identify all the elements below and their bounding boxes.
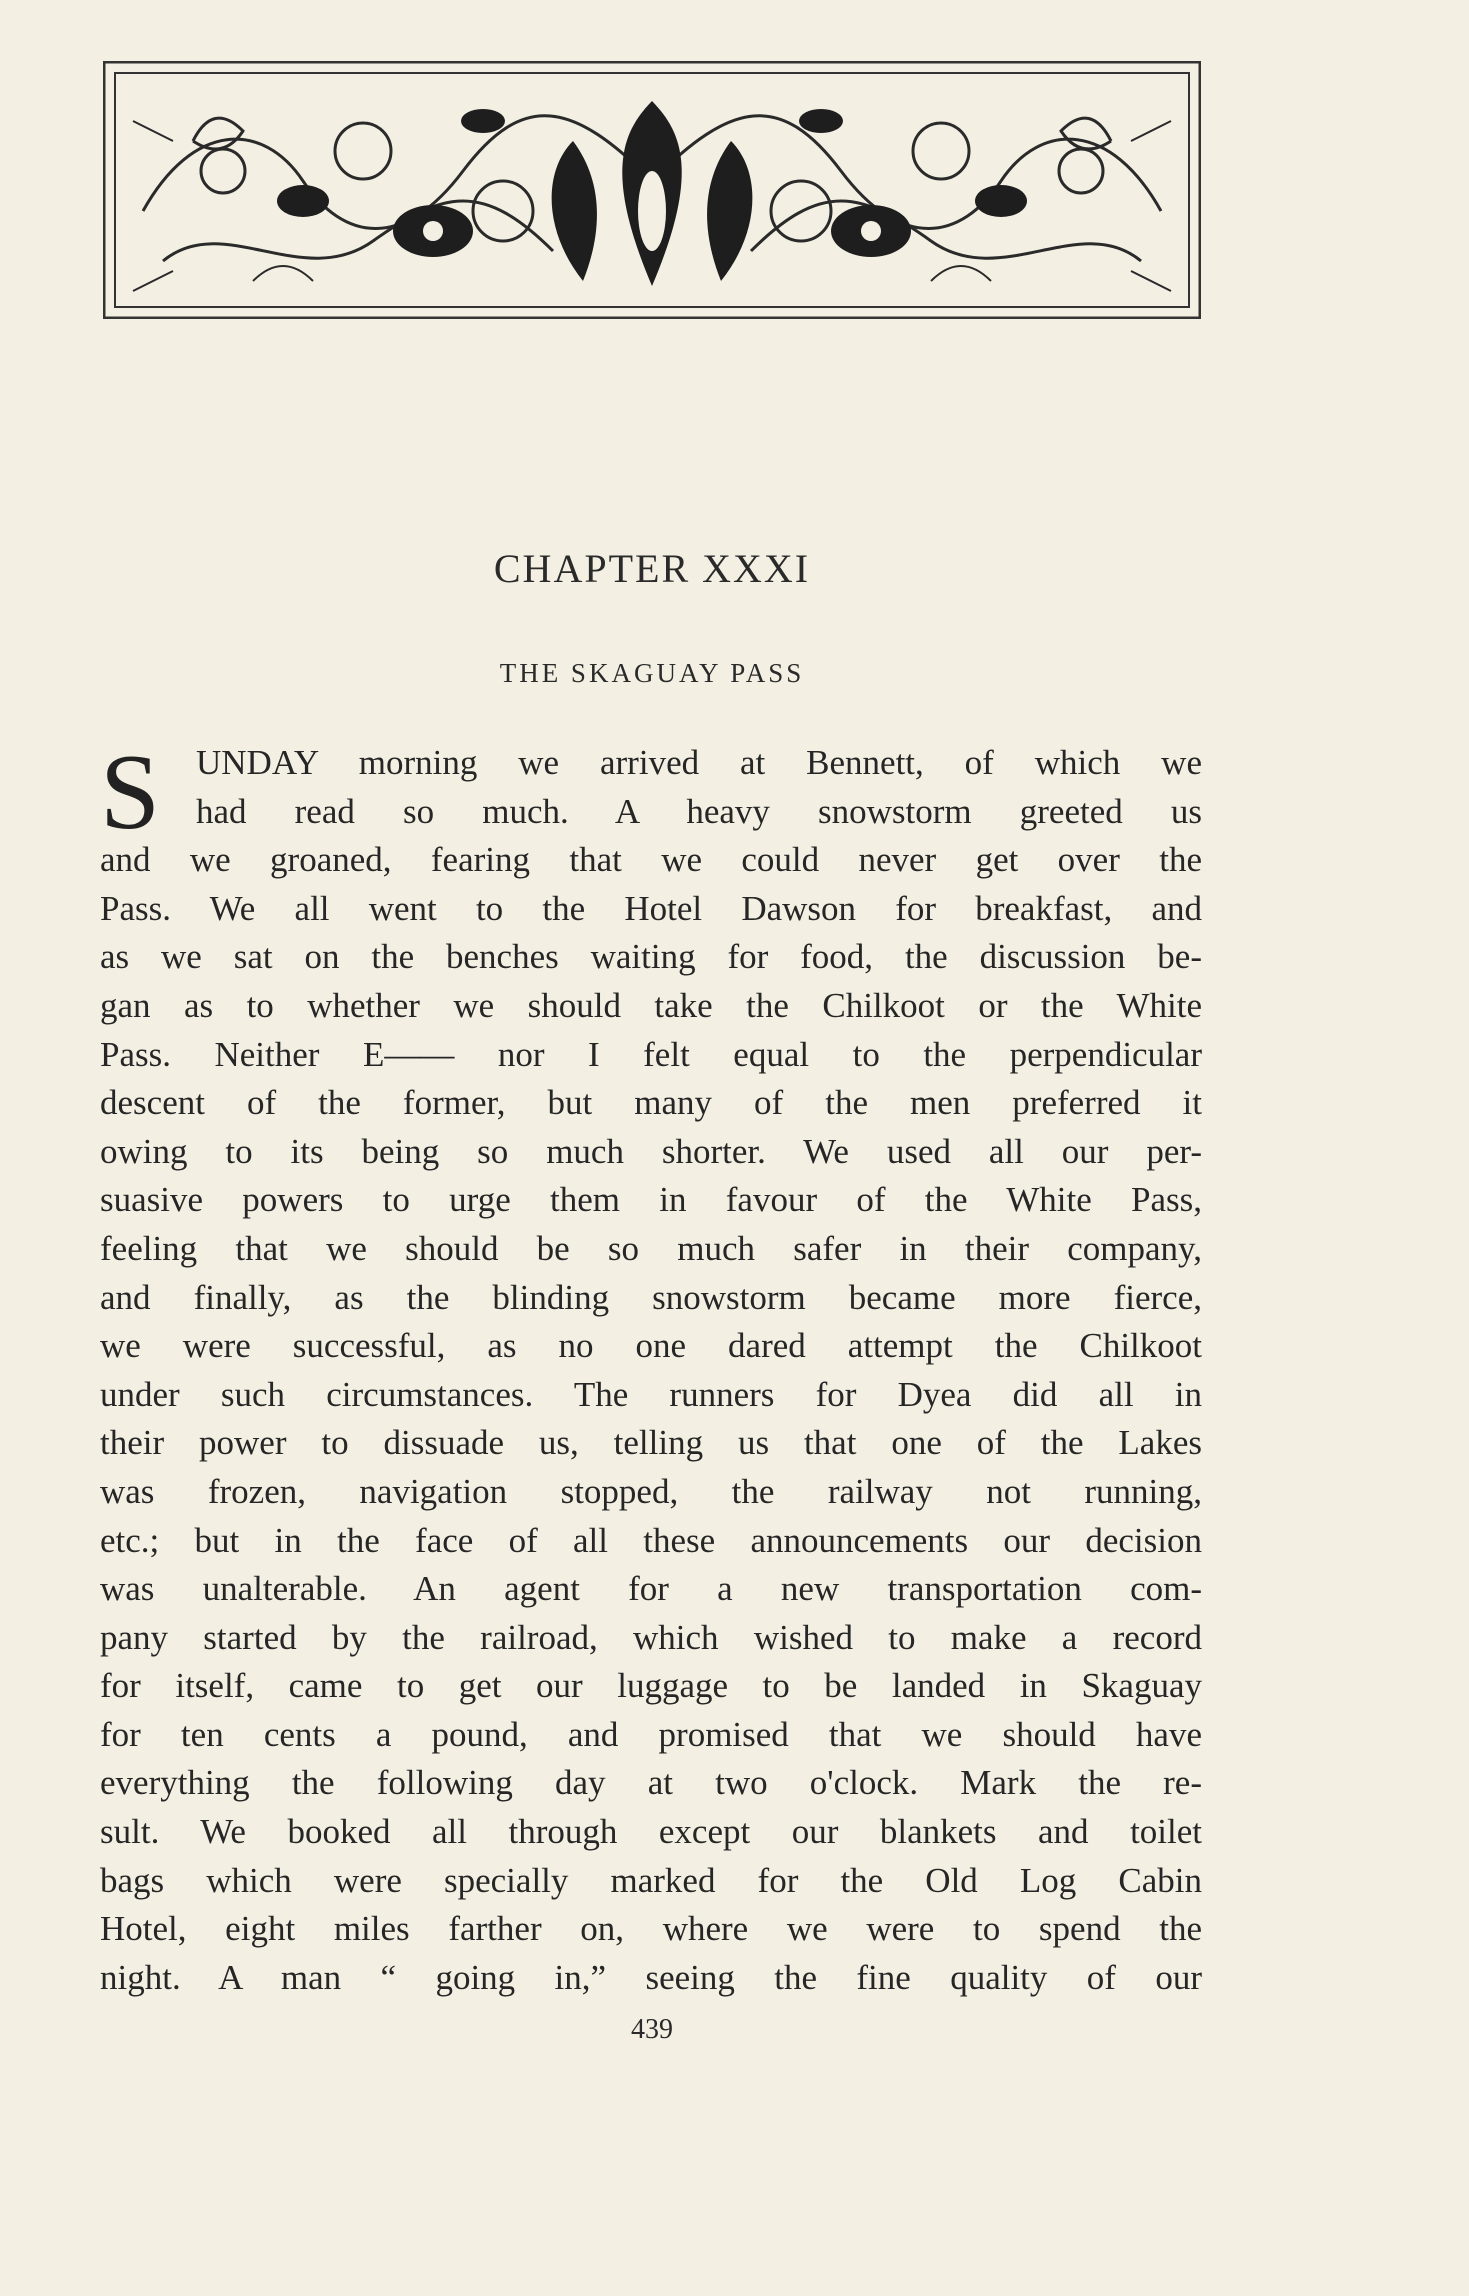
text-line: descent of the former, but many of the men preferred it [100,1083,1202,1123]
text-line: under such circumstances. The runners for Dyea did all in [100,1374,1202,1414]
text-line: sult. We booked all through except our blankets and toilet [100,1812,1202,1852]
text-line: for ten cents a pound, and promised that we should have [100,1714,1202,1754]
text-line: Hotel, eight miles farther on, where we were to spend the [100,1909,1202,1949]
text-line: we were successful, as no one dared attempt the Chilkoot [100,1326,1202,1366]
floral-ornament-icon [103,61,1201,319]
text-line: etc.; but in the face of all these announcements our decision [100,1520,1202,1560]
text-line [100,739,1202,788]
text-line: everything the following day at two o'clock. Mark the re- [100,1763,1202,1803]
text-line: as we sat on the benches waiting for food, the discussion be- [100,937,1202,977]
ornamental-headpiece [103,61,1201,319]
text-line: owing to its being so much shorter. We used all our per- [100,1131,1202,1171]
text-line: gan as to whether we should take the Chilkoot or the White [100,985,1202,1025]
page-number: 439 [631,2014,673,2045]
text-line: for itself, came to get our luggage to be landed in Skaguay [100,1666,1202,1706]
text-line: bags which were specially marked for the Old Log Cabin [100,1860,1202,1900]
text-line: suasive powers to urge them in favour of the White Pass, [100,1180,1202,1220]
text-line: night. A man “ going in,” seeing the fine quality of our [100,1957,1202,1997]
text-line: pany started by the railroad, which wished to make a record [100,1617,1202,1657]
text-line: and finally, as the blinding snowstorm became more fierce, [100,1277,1202,1317]
text-line: had read so much. A heavy snowstorm greeted us [196,791,1202,831]
drop-cap: S [100,733,161,852]
text-line: feeling that we should be so much safer in their company, [100,1228,1202,1268]
body-text [100,733,1202,2002]
chapter-subtitle: THE SKAGUAY PASS [499,658,805,688]
text-line: Pass. Neither E—— nor I felt equal to the perpendicular [100,1034,1202,1074]
text-line: Pass. We all went to the Hotel Dawson for breakfast, and [100,888,1202,928]
first-line-text: UNDAY morning we arrived at Bennett, of which we [196,743,1202,782]
text-line: their power to dissuade us, telling us that one of the Lakes [100,1423,1202,1463]
text-line: was frozen, navigation stopped, the railway not running, [100,1471,1202,1511]
text-line: and we groaned, fearing that we could never get over the [100,840,1202,880]
text-line: was unalterable. An agent for a new transportation com- [100,1569,1202,1609]
chapter-title: CHAPTER XXXI [493,546,811,591]
